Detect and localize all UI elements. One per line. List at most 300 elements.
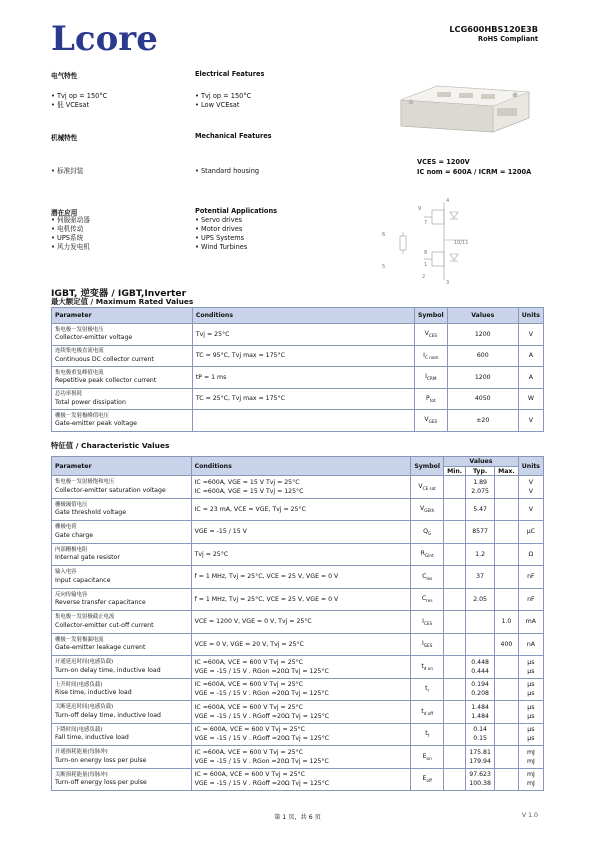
param-cell: [52, 588, 192, 611]
symbol-cell: [414, 367, 447, 389]
condition-line: VGE = -15 / 15 V . RGon =20Ω Tvj = 125°C: [194, 667, 329, 675]
unit-cell-line: mJ: [526, 757, 535, 765]
section-title: IGBT, 逆变器 / IGBT,Inverter: [51, 288, 187, 299]
symbol-cell: [414, 388, 447, 410]
min-cell: [444, 656, 466, 679]
col-header: Parameter: [52, 457, 192, 476]
pin-label: 4: [446, 198, 450, 204]
col-header: Conditions: [191, 457, 411, 476]
param-cn: 集电极－发射极截止电流: [55, 614, 115, 620]
typ-cell: [466, 656, 495, 679]
table-row: [52, 746, 544, 769]
min-cell: [444, 678, 466, 701]
condition-cell: [191, 521, 411, 544]
max-cell: [495, 768, 519, 791]
condition-line: VCE = 0 V, VGE = 20 V, Tvj = 25°C: [194, 640, 304, 648]
value-cell: 4050: [447, 388, 518, 410]
char-table: [51, 456, 544, 791]
param-en: Repetitive peak collector current: [55, 377, 157, 384]
applications-title-en: Potential Applications: [195, 207, 278, 215]
unit-cell: W: [518, 388, 543, 410]
condition-cell: [191, 611, 411, 634]
applications-list-en: [195, 216, 247, 252]
unit-cell-line: V: [528, 505, 533, 513]
typ-cell-line: 0.208: [471, 690, 489, 698]
unit-cell: [518, 611, 543, 634]
col-header: Units: [518, 457, 543, 476]
condition-cell: [191, 656, 411, 679]
condition-line: VGE = -15 / 15 V . RGoff =20Ω Tvj = 125°C: [194, 735, 330, 743]
table-row: [52, 768, 544, 791]
typ-cell-line: 2.075: [471, 487, 489, 495]
param-cell: [52, 324, 193, 346]
max-cell: [495, 543, 519, 566]
param-cn: 关断延迟时间(电感负载): [55, 704, 114, 710]
param-cn: 栅极电荷: [55, 524, 77, 530]
symbol-main: C: [421, 595, 427, 603]
condition-cell: [191, 746, 411, 769]
logo-text: Lcore: [51, 22, 158, 56]
param-cell: [52, 701, 192, 724]
max-cell: [495, 566, 519, 589]
table-row: [52, 410, 544, 432]
unit-cell: [518, 521, 543, 544]
table-row: [52, 521, 544, 544]
col-header: Parameter: [52, 308, 193, 324]
min-cell: [444, 611, 466, 634]
list-item: • 低 VCEsat: [51, 101, 107, 110]
min-cell: [444, 588, 466, 611]
symbol-cell: [411, 543, 444, 566]
table-row: [52, 588, 544, 611]
ratings-line-2: IC nom = 600A / ICRM = 1200A: [417, 168, 532, 176]
param-en: Continuous DC collector current: [55, 355, 154, 363]
col-header: Conditions: [192, 308, 414, 324]
param-cn: 关断损耗能量(每脉冲): [55, 771, 108, 778]
pin-label: 10/11: [454, 240, 469, 246]
min-cell: [444, 701, 466, 724]
table-header-row: [52, 457, 544, 467]
col-header: Symbol: [414, 308, 447, 324]
min-cell: [444, 746, 466, 769]
symbol-main: V: [424, 330, 429, 338]
mechanical-list-en: [195, 167, 259, 176]
symbol-sub: off: [426, 778, 432, 784]
param-en: Rise time, inductive load: [55, 689, 132, 696]
param-cn: 集电极－发射极电压: [55, 326, 104, 333]
table-row: [52, 324, 544, 346]
typ-cell: [466, 498, 495, 521]
symbol-cell: [411, 678, 444, 701]
table-row: [52, 701, 544, 724]
symbol-cell: [411, 521, 444, 544]
pin-label: 1: [424, 262, 428, 268]
min-cell: [444, 498, 466, 521]
list-item: • Tvj op = 150°C: [51, 92, 107, 101]
condition-line: Tvj = 25°C: [194, 550, 229, 558]
table-row: [52, 498, 544, 521]
unit-cell: A: [518, 367, 543, 389]
condition-cell: TC = 25°C, Tvj max = 175°C: [192, 388, 414, 410]
param-cell: [52, 521, 192, 544]
max-cell: [495, 521, 519, 544]
unit-cell-line: nF: [527, 573, 535, 581]
pin-label: 5: [382, 264, 386, 270]
typ-cell: [466, 588, 495, 611]
table-row: [52, 611, 544, 634]
col-subheader: Typ.: [466, 467, 495, 476]
typ-cell-line: 37: [476, 573, 485, 581]
typ-cell-line: 0.14: [473, 726, 487, 734]
unit-cell: [518, 566, 543, 589]
param-cell: [52, 723, 192, 746]
condition-cell: [191, 566, 411, 589]
symbol-main: t: [421, 707, 424, 715]
unit-cell: [518, 768, 543, 791]
param-cn: 上升时间(电感负载): [55, 681, 103, 688]
param-en: Fall time, inductive load: [55, 734, 129, 741]
symbol-cell: [411, 746, 444, 769]
unit-cell: [518, 476, 543, 499]
symbol-main: V: [418, 482, 423, 490]
symbol-sub: CE sat: [422, 485, 436, 491]
condition-line: IC =600A, VGE = 15 V Tvj = 25°C: [194, 478, 300, 486]
symbol-cell: [411, 656, 444, 679]
unit-cell: [518, 701, 543, 724]
param-cn: 集电极－发射极饱和电压: [55, 479, 115, 485]
symbol-cell: [414, 345, 447, 367]
list-item: • UPS系统: [51, 234, 90, 243]
param-cn: 输入电容: [55, 569, 77, 575]
symbol-sub: CRM: [427, 376, 437, 382]
max-cell: [495, 611, 519, 634]
electrical-list-en: [195, 92, 251, 110]
mechanical-title-en: Mechanical Features: [195, 132, 272, 140]
typ-cell-line: 0.194: [471, 681, 489, 689]
electrical-list-cn: [51, 92, 107, 110]
symbol-cell: [411, 588, 444, 611]
condition-line: VGE = -15 / 15 V . RGoff =20Ω Tvj = 125°C: [194, 712, 330, 720]
param-cell: [52, 476, 192, 499]
param-cn: 下降时间(电感负载): [55, 726, 103, 733]
symbol-sub: d off: [423, 710, 434, 716]
list-item: • 风力发电机: [51, 243, 90, 252]
list-item: • 伺服驱动器: [51, 216, 90, 225]
param-en: Input capacitance: [55, 576, 111, 584]
table-row: [52, 633, 544, 656]
condition-line: VGE = -15 / 15 V . RGoff =20Ω Tvj = 125°C: [194, 780, 330, 788]
symbol-sub: d on: [423, 665, 434, 671]
symbol-main: V: [419, 505, 425, 513]
symbol-sub: C nom: [424, 354, 439, 360]
col-subheader: Min.: [444, 467, 466, 476]
param-en: Turn-off energy loss per pulse: [55, 779, 147, 786]
param-cn: 连续集电极直流电流: [55, 348, 104, 354]
unit-cell-line: µs: [527, 658, 535, 666]
condition-cell: [191, 588, 411, 611]
condition-cell: [191, 723, 411, 746]
param-en: Turn-on delay time, inductive load: [55, 666, 161, 674]
symbol-cell: [411, 498, 444, 521]
param-en: Gate-emitter leakage current: [55, 644, 146, 651]
typ-cell-line: 1.89: [473, 478, 487, 486]
list-item: • 标准封装: [51, 167, 83, 176]
page-footer: 第 1 页，共 6 页: [274, 814, 321, 821]
max-cell: [495, 678, 519, 701]
typ-cell: [466, 633, 495, 656]
symbol-main: P: [426, 394, 430, 402]
symbol-cell: [411, 633, 444, 656]
param-cell: [52, 656, 192, 679]
symbol-main: I: [421, 640, 424, 648]
param-en: Gate threshold voltage: [55, 509, 127, 516]
unit-cell: [518, 498, 543, 521]
symbol-main: t: [425, 685, 428, 693]
part-number: LCG600HBS120E3B: [449, 24, 538, 34]
unit-cell: A: [518, 345, 543, 367]
symbol-main: t: [421, 662, 424, 670]
max-rated-table: [51, 307, 544, 432]
condition-line: IC =600A, VGE = 15 V Tvj = 125°C: [194, 487, 304, 495]
symbol-sub: G: [428, 530, 432, 536]
condition-line: f = 1 MHz, Tvj = 25°C, VCE = 25 V, VGE = 0 V: [194, 595, 339, 603]
min-cell: [444, 633, 466, 656]
unit-cell-line: V: [528, 487, 533, 495]
symbol-sub: ies: [426, 575, 433, 581]
symbol-main: R: [420, 550, 425, 558]
max-cell: [495, 498, 519, 521]
table-row: [52, 678, 544, 701]
typ-cell-line: 5.47: [473, 505, 487, 513]
typ-cell: [466, 746, 495, 769]
char-values-title: 特征值 / Characteristic Values: [51, 441, 170, 450]
condition-line: IC =600A, VCE = 600 V Tvj = 25°C: [194, 703, 303, 711]
condition-line: f = 1 MHz, Tvj = 25°C, VCE = 25 V, VGE = 0 V: [194, 573, 339, 581]
symbol-main: I: [423, 351, 425, 359]
unit-cell-line: mJ: [526, 748, 535, 756]
typ-cell-line: 2.05: [473, 595, 487, 603]
value-cell: ±20: [447, 410, 518, 432]
list-item: • Motor drives: [195, 225, 247, 234]
max-cell: [495, 476, 519, 499]
col-header: Units: [518, 308, 543, 324]
typ-cell: [466, 476, 495, 499]
typ-cell-line: 8577: [472, 528, 488, 536]
param-en: Collector-emitter voltage: [55, 334, 133, 341]
pin-label: 3: [446, 280, 450, 286]
param-en: Reverse transfer capacitance: [55, 599, 146, 606]
symbol-cell: [414, 324, 447, 346]
value-cell: 1200: [447, 324, 518, 346]
param-cn: 栅极－发射极漏电流: [55, 636, 104, 643]
max-cell: [495, 656, 519, 679]
electrical-title-en: Electrical Features: [195, 70, 265, 78]
condition-cell: [191, 768, 411, 791]
table-header-row: [52, 308, 544, 324]
applications-list-cn: [51, 216, 90, 252]
unit-cell: [518, 633, 543, 656]
symbol-cell: [411, 768, 444, 791]
max-cell: [495, 746, 519, 769]
symbol-main: C: [422, 572, 427, 580]
param-en: Gate charge: [55, 531, 94, 539]
condition-cell: [192, 410, 414, 432]
pin-label: 7: [424, 220, 428, 226]
pin-label: 2: [422, 274, 426, 280]
symbol-sub: on: [426, 755, 432, 761]
unit-cell: [518, 656, 543, 679]
symbol-cell: [411, 566, 444, 589]
symbol-main: I: [425, 373, 427, 381]
condition-cell: Tvj = 25°C: [192, 324, 414, 346]
table-row: [52, 543, 544, 566]
max-cell: [495, 633, 519, 656]
unit-cell-line: V: [528, 478, 533, 486]
condition-line: IC =600A, VCE = 600 V Tvj = 25°C: [194, 748, 303, 756]
symbol-cell: [414, 410, 447, 432]
typ-cell: [466, 678, 495, 701]
unit-cell: V: [518, 410, 543, 432]
symbol-main: E: [422, 775, 427, 783]
param-en: Turn-off delay time, inductive load: [55, 711, 161, 719]
param-cn: 内部栅极电阻: [55, 546, 88, 553]
pin-label: 6: [382, 232, 386, 238]
table-row: [52, 476, 544, 499]
unit-cell-line: µs: [527, 681, 535, 689]
symbol-main: V: [424, 416, 429, 424]
unit-cell-line: mJ: [526, 780, 535, 788]
unit-cell: [518, 723, 543, 746]
min-cell: [444, 543, 466, 566]
symbol-main: t: [425, 730, 428, 738]
symbol-main: I: [422, 617, 424, 625]
param-cn: 开通损耗能量(每脉冲): [55, 749, 108, 755]
condition-cell: [191, 678, 411, 701]
condition-line: VGE = -15 / 15 V: [194, 528, 247, 536]
param-cell: [52, 678, 192, 701]
list-item: • Tvj op = 150°C: [195, 92, 251, 101]
col-header: Symbol: [411, 457, 444, 476]
param-cell: [52, 410, 193, 432]
param-cell: [52, 498, 192, 521]
unit-cell-line: µC: [526, 528, 536, 536]
table-row: [52, 723, 544, 746]
electrical-title-cn: 电气特性: [51, 72, 78, 80]
param-cn: 开通延迟时间(电感负载): [55, 659, 114, 665]
typ-cell-line: 1.484: [471, 703, 489, 711]
typ-cell: [466, 566, 495, 589]
typ-cell: [466, 521, 495, 544]
param-cell: [52, 633, 192, 656]
value-cell: 600: [447, 345, 518, 367]
symbol-sub: GES: [423, 643, 433, 649]
symbol-cell: [411, 701, 444, 724]
unit-cell: V: [518, 324, 543, 346]
condition-line: IC =600A, VCE = 600 V Tvj = 25°C: [194, 681, 303, 689]
symbol-sub: GEth: [424, 508, 435, 514]
value-cell: 1200: [447, 367, 518, 389]
typ-cell-line: 1.2: [475, 550, 486, 558]
condition-cell: [191, 543, 411, 566]
param-cn: 集电极重复峰值电流: [55, 369, 104, 376]
unit-cell-line: Ω: [528, 550, 534, 558]
unit-cell-line: µs: [527, 712, 535, 720]
pin-label: 8: [424, 250, 428, 256]
symbol-cell: [411, 476, 444, 499]
max-cell: [495, 588, 519, 611]
min-cell: [444, 566, 466, 589]
param-en: Collector-emitter cut-off current: [55, 621, 154, 629]
param-cell: [52, 611, 192, 634]
circuit-diagram: [378, 196, 473, 286]
min-cell: [444, 723, 466, 746]
symbol-sub: r: [427, 688, 430, 694]
mechanical-list-cn: [51, 167, 83, 176]
param-cn: 总功率损耗: [55, 391, 82, 397]
param-cn: 栅极－发射极峰值电压: [55, 412, 109, 419]
condition-line: IC =600A, VCE = 600 V Tvj = 25°C: [194, 658, 303, 666]
unit-cell: [518, 588, 543, 611]
typ-cell-line: 175.81: [469, 748, 491, 756]
version-label: V 1.0: [521, 812, 538, 819]
param-cell: [52, 543, 192, 566]
typ-cell: [466, 701, 495, 724]
symbol-sub: CES: [428, 333, 438, 339]
param-en: Total power dissipation: [55, 398, 126, 406]
typ-cell: [466, 768, 495, 791]
rohs-label: RoHS Compliant: [478, 35, 538, 43]
param-en: Collector-emitter saturation voltage: [55, 486, 166, 494]
ratings-summary: [417, 157, 531, 177]
condition-cell: TC = 95°C, Tvj max = 175°C: [192, 345, 414, 367]
table-row: [52, 566, 544, 589]
list-item: • UPS Systems: [195, 234, 247, 243]
max-cell: [495, 723, 519, 746]
ratings-line-1: VCES = 1200V: [417, 158, 470, 166]
symbol-sub: Gint: [424, 553, 434, 559]
typ-cell-line: 0.444: [471, 667, 489, 675]
table-row: [52, 388, 544, 410]
unit-cell-line: mA: [525, 618, 537, 626]
list-item: • Low VCEsat: [195, 101, 251, 110]
unit-cell-line: nF: [527, 595, 535, 603]
unit-cell-line: µs: [527, 667, 535, 675]
company-logo: [51, 22, 159, 56]
symbol-main: E: [422, 752, 427, 760]
unit-cell-line: µs: [527, 726, 535, 734]
param-cell: [52, 367, 193, 389]
condition-cell: [191, 633, 411, 656]
param-cn: 栅极阈值电压: [55, 501, 88, 508]
typ-cell-line: 0.15: [473, 735, 487, 743]
symbol-sub: CES: [423, 620, 433, 626]
typ-cell-line: 1.484: [471, 712, 489, 720]
param-cell: [52, 566, 192, 589]
param-cell: [52, 388, 193, 410]
max-cell: [495, 701, 519, 724]
min-cell: [444, 768, 466, 791]
list-item: • Standard housing: [195, 167, 259, 176]
col-header: Values: [447, 308, 518, 324]
symbol-sub: res: [426, 598, 433, 604]
condition-line: VGE = -15 / 15 V . RGon =20Ω Tvj = 125°C: [194, 757, 329, 765]
symbol-cell: [411, 611, 444, 634]
list-item: • 电机传动: [51, 225, 90, 234]
symbol-main: Q: [423, 527, 428, 535]
condition-line: VCE = 1200 V, VGE = 0 V, Tvj = 25°C: [194, 618, 312, 626]
typ-cell: [466, 611, 495, 634]
param-en: Gate-emitter peak voltage: [55, 420, 137, 427]
